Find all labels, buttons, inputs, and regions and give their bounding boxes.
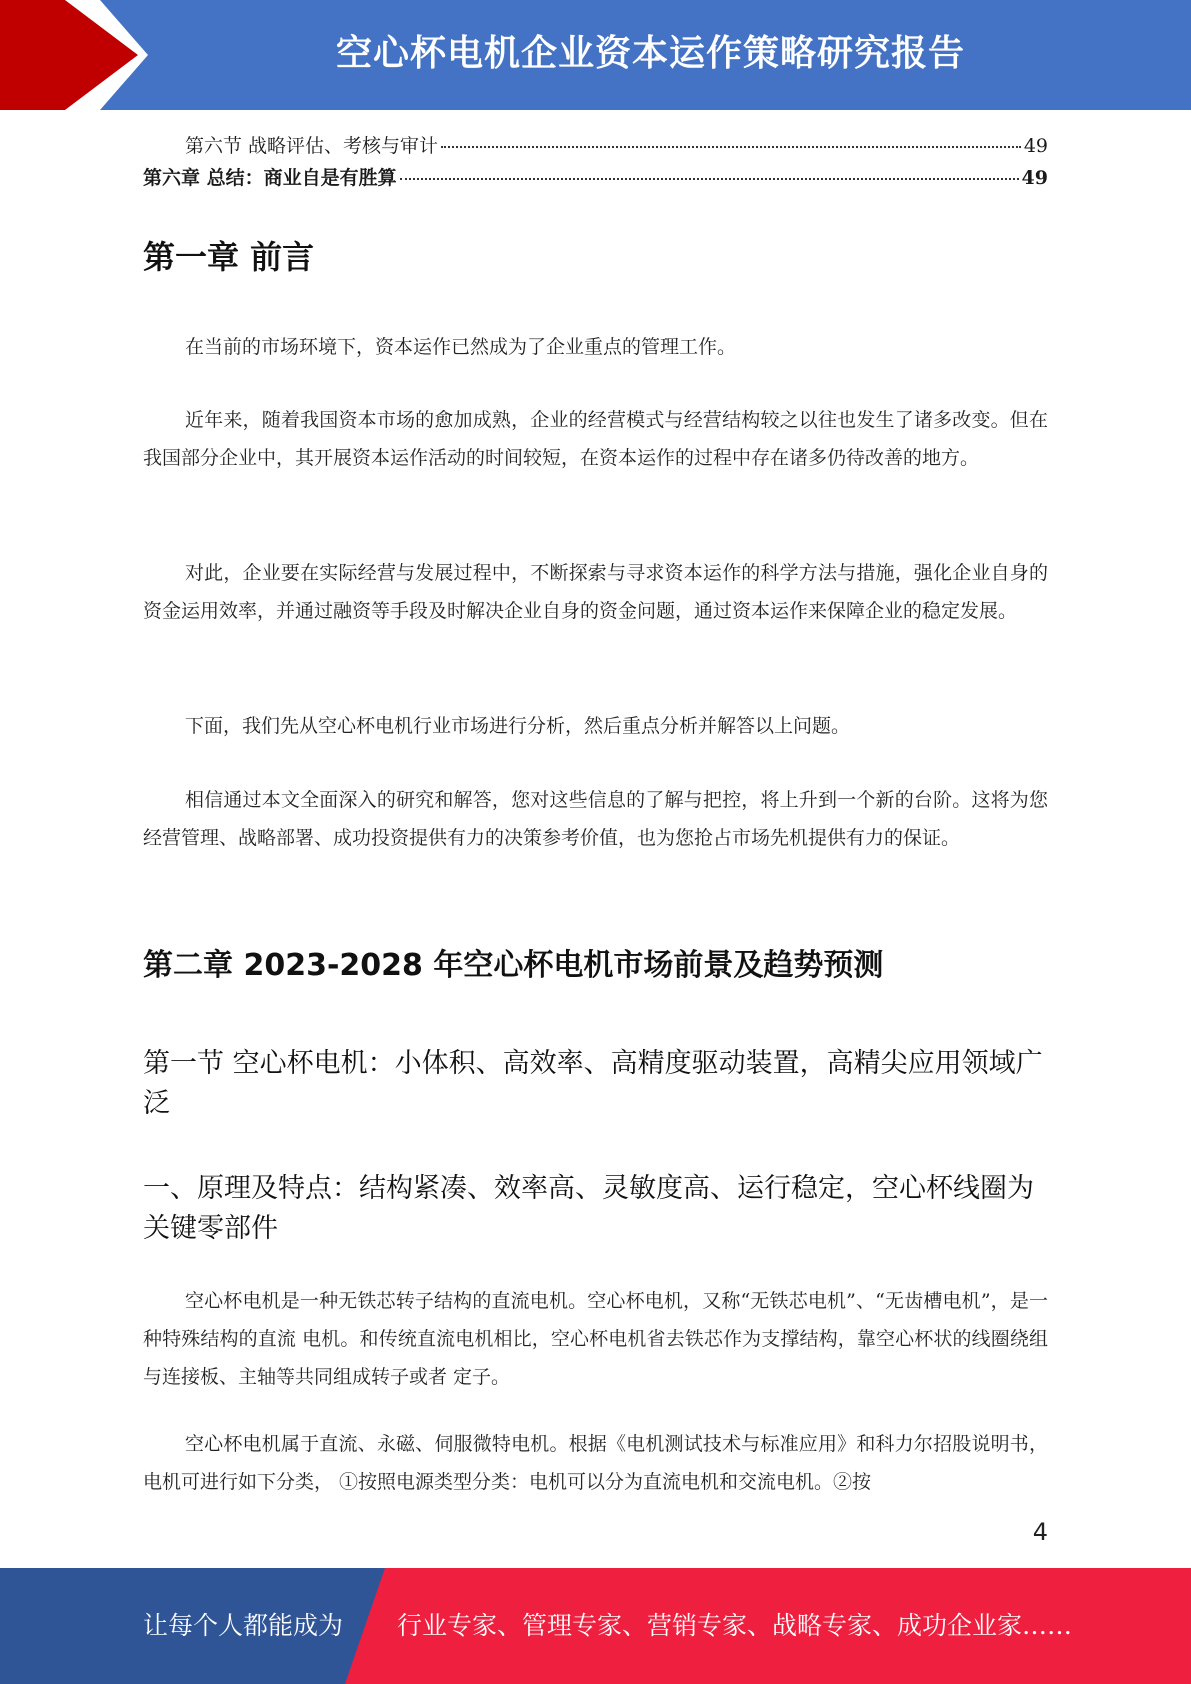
- page-footer: [0, 1568, 1191, 1684]
- page-header: [0, 0, 1191, 110]
- chapter-heading: 第二章 2023-2028 年空心杯电机市场前景及趋势预测: [143, 948, 884, 983]
- chapter-heading: 第一章 前言: [143, 238, 315, 276]
- paragraph: 下面，我们先从空心杯电机行业市场进行分析，然后重点分析并解答以上问题。: [185, 715, 851, 737]
- toc-dot-leader: [400, 178, 1019, 180]
- toc-entry-page: 49: [1021, 167, 1048, 189]
- paragraph: 在当前的市场环境下，资本运作已然成为了企业重点的管理工作。: [185, 336, 737, 358]
- toc-entry-label: 第六章 总结：商业自是有胜算: [143, 167, 397, 189]
- toc-entry[interactable]: [185, 131, 1048, 158]
- paragraph: 对此，企业要在实际经营与发展过程中，不断探索与寻求资本运作的科学方法与措施，强化企业自身的资金运用效率，并通过融资等手段及时解决企业自身的资金问题，通过资本运作来保障企业的稳定发展。: [143, 562, 1048, 622]
- report-title: 空心杯电机企业资本运作策略研究报告: [335, 33, 965, 74]
- toc-entry[interactable]: [143, 163, 1048, 190]
- toc-entry-label: 第六节 战略评估、考核与审计: [185, 135, 439, 157]
- footer-slogan-left: 让每个人都能成为: [143, 1611, 344, 1640]
- toc-entry-page: 49: [1023, 135, 1048, 157]
- subsection-heading: 一、原理及特点：结构紧凑、效率高、灵敏度高、运行稳定，空心杯线圈为关键零部件: [143, 1173, 1034, 1244]
- section-heading: 第一节 空心杯电机：小体积、高效率、高精度驱动装置，高精尖应用领域广泛: [143, 1048, 1043, 1119]
- paragraph: 相信通过本文全面深入的研究和解答，您对这些信息的了解与把控，将上升到一个新的台阶。这将为您经营管理、战略部署、成功投资提供有力的决策参考价值，也为您抢占市场先机提供有力的保证。: [143, 789, 1048, 849]
- toc-dot-leader: [441, 146, 1021, 148]
- footer-slogan-right: 行业专家、管理专家、营销专家、战略专家、成功企业家……: [397, 1611, 1073, 1640]
- page-number: 4: [1032, 1518, 1048, 1546]
- paragraph: 空心杯电机是一种无铁芯转子结构的直流电机。空心杯电机，又称“无铁芯电机”、“无齿槽电机”，是一种特殊结构的直流 电机。和传统直流电机相比，空心杯电机省去铁芯作为支撑结构，靠空心杯状的线圈绕组与连接板、主轴等共同组成转子或者 定子。: [143, 1290, 1048, 1388]
- paragraph: 空心杯电机属于直流、永磁、伺服微特电机。根据《电机测试技术与标准应用》和科力尔招股说明书，电机可进行如下分类， ①按照电源类型分类：电机可以分为直流电机和交流电机。②按: [143, 1433, 1048, 1493]
- paragraph: 近年来，随着我国资本市场的愈加成熟，企业的经营模式与经营结构较之以往也发生了诸多改变。但在我国部分企业中，其开展资本运作活动的时间较短，在资本运作的过程中存在诸多仍待改善的地方。: [143, 409, 1048, 469]
